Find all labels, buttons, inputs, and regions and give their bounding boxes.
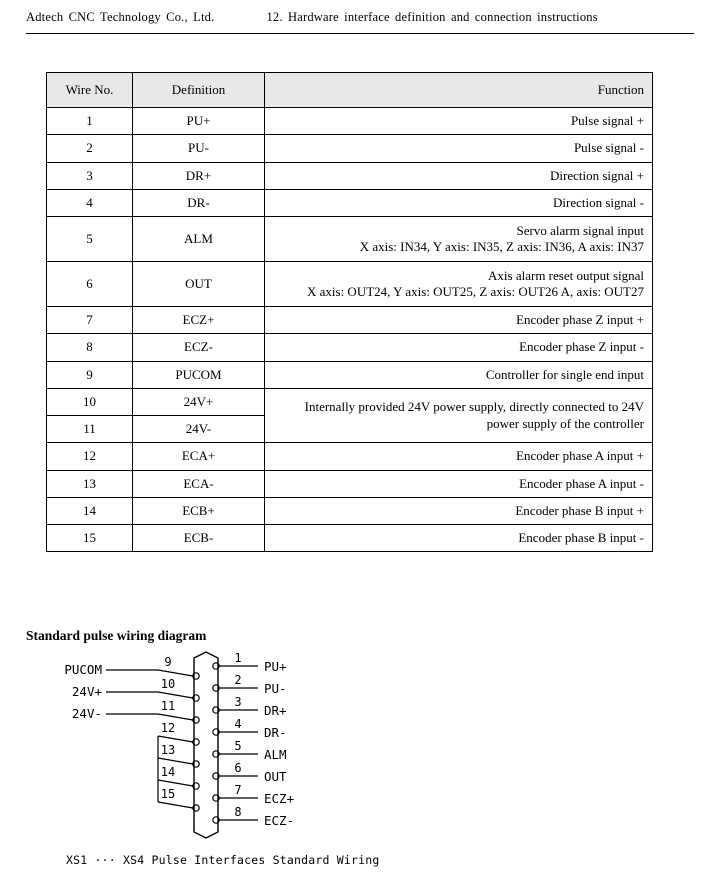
- pin-lead-12: [158, 736, 193, 742]
- pin-lead-9: [158, 670, 193, 676]
- diagram-caption: XS1 ··· XS4 Pulse Interfaces Standard Wiring: [66, 853, 380, 867]
- column-header-definition: Definition: [133, 73, 265, 108]
- column-header-wire-no: Wire No.: [47, 73, 133, 108]
- table-row: [47, 388, 653, 415]
- cell-definition: 24V+: [133, 388, 265, 415]
- cell-wire-no: 15: [47, 525, 133, 552]
- cell-definition: ALM: [133, 217, 265, 262]
- label-24v-minus: 24V-: [71, 706, 102, 721]
- cell-wire-no: 3: [47, 162, 133, 189]
- pin-number-5: 5: [234, 739, 242, 753]
- label-ecz-minus: ECZ-: [264, 813, 295, 828]
- cell-function: Encoder phase Z input +: [265, 307, 653, 334]
- pin-lead-11: [158, 714, 193, 720]
- table-row: [47, 470, 653, 497]
- pin-number-1: 1: [234, 651, 242, 665]
- label-out: OUT: [264, 769, 287, 784]
- section-title: Standard pulse wiring diagram: [26, 628, 207, 643]
- cell-definition: ECZ-: [133, 334, 265, 361]
- cell-function: Controller for single end input: [265, 361, 653, 388]
- connector-diagram-svg: [46, 650, 666, 860]
- right-pins-group: [213, 651, 294, 828]
- header-divider: [26, 33, 694, 34]
- pin-number-10: 10: [160, 677, 176, 691]
- table-header-row: [47, 73, 653, 108]
- table-row: [47, 262, 653, 307]
- cell-wire-no: 2: [47, 135, 133, 162]
- cell-function: [265, 262, 653, 307]
- cell-definition: PU-: [133, 135, 265, 162]
- table-row: [47, 525, 653, 552]
- cell-wire-no: 11: [47, 416, 133, 443]
- label-pu-plus: PU+: [264, 659, 287, 674]
- table-row: [47, 135, 653, 162]
- cell-definition: PU+: [133, 108, 265, 135]
- cell-function: Encoder phase A input -: [265, 470, 653, 497]
- cell-function: Direction signal -: [265, 189, 653, 216]
- pin-number-4: 4: [234, 717, 242, 731]
- pin-number-12: 12: [160, 721, 176, 735]
- cell-function-line2: X axis: IN34, Y axis: IN35, Z axis: IN36, A axis: IN37: [359, 239, 644, 254]
- cell-function: Pulse signal -: [265, 135, 653, 162]
- pin-number-14: 14: [160, 765, 176, 779]
- cell-function: Encoder phase B input -: [265, 525, 653, 552]
- cell-function: Encoder phase Z input -: [265, 334, 653, 361]
- cell-definition: 24V-: [133, 416, 265, 443]
- label-ecz-plus: ECZ+: [264, 791, 295, 806]
- cell-definition: ECZ+: [133, 307, 265, 334]
- table-row: [47, 162, 653, 189]
- cell-definition: ECB+: [133, 497, 265, 524]
- label-dr-minus: DR-: [264, 725, 287, 740]
- cell-function: Encoder phase B input +: [265, 497, 653, 524]
- pin-lead-13: [158, 758, 193, 764]
- header-company: Adtech CNC Technology Co., Ltd.: [26, 10, 215, 24]
- cell-function: Encoder phase A input +: [265, 443, 653, 470]
- pin-number-15: 15: [160, 787, 176, 801]
- pin-number-2: 2: [234, 673, 242, 687]
- header-chapter: 12. Hardware interface definition and connection instructions: [266, 10, 598, 24]
- label-alm: ALM: [264, 747, 287, 762]
- column-header-function: Function: [265, 73, 653, 108]
- cell-function: Pulse signal +: [265, 108, 653, 135]
- cell-definition: PUCOM: [133, 361, 265, 388]
- table-row: [47, 189, 653, 216]
- left-pins-group: [106, 655, 199, 811]
- wiring-diagram: [46, 650, 666, 870]
- table-row: [47, 108, 653, 135]
- cell-wire-no: 5: [47, 217, 133, 262]
- pin-number-11: 11: [160, 699, 176, 713]
- cell-function-line2: X axis: OUT24, Y axis: OUT25, Z axis: OUT26 A, axis: OUT27: [306, 284, 644, 299]
- table-row: [47, 217, 653, 262]
- cell-wire-no: 6: [47, 262, 133, 307]
- cell-definition: ECA-: [133, 470, 265, 497]
- pin-lead-10: [158, 692, 193, 698]
- table-row: [47, 497, 653, 524]
- cell-wire-no: 9: [47, 361, 133, 388]
- cell-wire-no: 12: [47, 443, 133, 470]
- pin-number-3: 3: [234, 695, 242, 709]
- cell-wire-no: 1: [47, 108, 133, 135]
- cell-definition: ECB-: [133, 525, 265, 552]
- table-row: [47, 307, 653, 334]
- pin-number-8: 8: [234, 805, 242, 819]
- pin-lead-14: [158, 780, 193, 786]
- cell-wire-no: 4: [47, 189, 133, 216]
- cell-definition: DR+: [133, 162, 265, 189]
- cell-wire-no: 14: [47, 497, 133, 524]
- pin-lead-15: [158, 802, 193, 808]
- cell-wire-no: 10: [47, 388, 133, 415]
- cell-definition: OUT: [133, 262, 265, 307]
- cell-function-line1: Servo alarm signal input: [516, 222, 644, 238]
- pin-number-6: 6: [234, 761, 242, 775]
- table-row: [47, 334, 653, 361]
- label-pucom: PUCOM: [64, 662, 102, 677]
- label-24v-plus: 24V+: [71, 684, 102, 699]
- cell-function: Direction signal +: [265, 162, 653, 189]
- table-row: [47, 361, 653, 388]
- table-row: [47, 443, 653, 470]
- cell-wire-no: 7: [47, 307, 133, 334]
- pin-number-7: 7: [234, 783, 242, 797]
- cell-definition: DR-: [133, 189, 265, 216]
- cell-function: [265, 217, 653, 262]
- page-header: [26, 10, 694, 25]
- cell-definition: ECA+: [133, 443, 265, 470]
- label-dr-plus: DR+: [264, 703, 287, 718]
- cell-wire-no: 13: [47, 470, 133, 497]
- wire-definition-table: [46, 72, 653, 552]
- pin-number-9: 9: [164, 655, 172, 669]
- pin-number-13: 13: [160, 743, 176, 757]
- cell-wire-no: 8: [47, 334, 133, 361]
- label-pu-minus: PU-: [264, 681, 287, 696]
- cell-function-line1: Axis alarm reset output signal: [488, 267, 644, 283]
- cell-function-merged: Internally provided 24V power supply, directly connected to 24V power supply of the controller: [265, 388, 653, 443]
